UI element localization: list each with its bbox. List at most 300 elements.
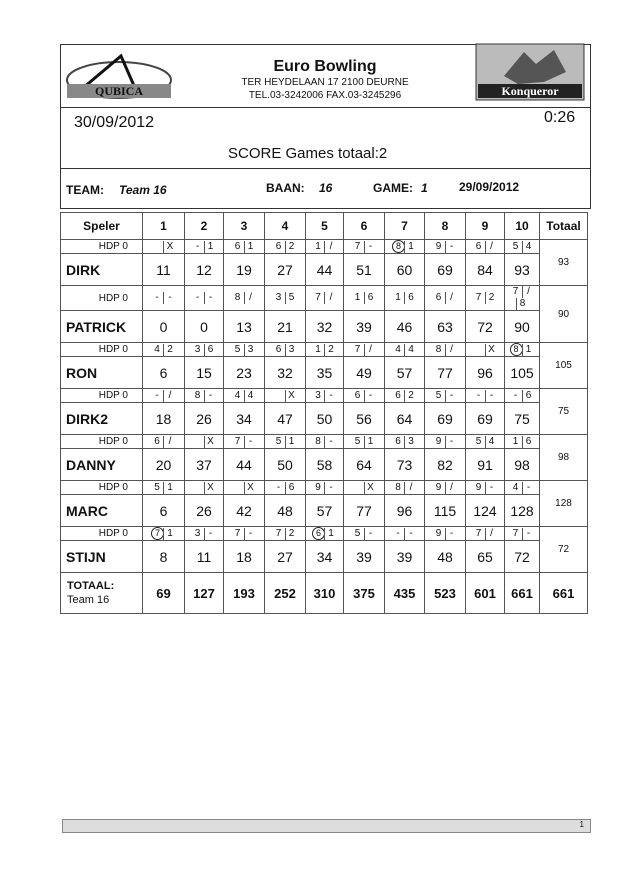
ball-mark: 5 [354,435,361,447]
team-frame-total: 127 [185,573,224,614]
column-header: 2 [185,213,224,240]
frame-score: 35 [306,357,344,389]
frame-balls [385,481,425,495]
frame-balls [385,286,425,311]
frame-balls [344,343,385,357]
svg-text:QUBICA: QUBICA [94,84,144,98]
team-total-row [61,573,588,614]
frame-score: 77 [344,495,385,527]
ball-mark: X [204,482,217,494]
frame-score: 64 [344,449,385,481]
game-date: 29/09/2012 [459,180,520,194]
frame-balls [385,435,425,449]
hdp-label: HDP 0 [61,481,143,495]
ball-mark: 6 [395,435,401,447]
ball-mark: 6 [204,344,217,356]
column-header: 9 [466,213,505,240]
frame-balls [344,481,385,495]
ball-mark: 3 [194,343,201,355]
split-mark: 7 [151,527,164,540]
frame-balls [185,389,224,403]
frame-score: 12 [185,254,224,286]
ball-mark: 8 [435,343,442,355]
ball-mark: / [522,286,535,298]
ball-mark: 5 [154,481,160,493]
player-total: 128 [540,481,588,527]
frame-balls [425,389,466,403]
player-total: 90 [540,286,588,343]
ball-mark: - [195,292,200,303]
ball-mark: 2 [163,344,176,356]
player-name: RON [61,357,143,389]
frame-balls-row [61,240,588,254]
frame-balls [185,286,224,311]
ball-mark: / [163,436,176,448]
column-header: 3 [224,213,265,240]
ball-mark [510,343,522,356]
header-row [61,213,588,240]
ball-mark: 4 [404,344,417,356]
ball-mark: 6 [275,343,282,355]
frame-score: 20 [143,449,185,481]
player-total: 98 [540,435,588,481]
frame-score: 39 [344,311,385,343]
hdp-label: HDP 0 [61,389,143,403]
company-address: TER HEYDELAAN 17 2100 DEURNE [241,77,409,88]
ball-mark: 1 [404,241,417,253]
ball-mark: 9 [315,481,321,493]
frame-balls-row [61,389,588,403]
ball-mark: 8 [234,292,241,303]
split-mark: 8 [392,240,405,253]
hdp-label: HDP 0 [61,435,143,449]
frame-score: 82 [425,449,466,481]
frame-score: 105 [505,357,540,389]
player-name: DANNY [61,449,143,481]
player-name: DIRK2 [61,403,143,435]
frame-score: 0 [185,311,224,343]
frame-balls [306,435,344,449]
ball-mark: - [522,482,535,494]
frame-balls [185,481,224,495]
frame-balls [185,343,224,357]
ball-mark: 1 [522,344,535,356]
column-header: 5 [306,213,344,240]
frame-balls [224,527,265,541]
frame-balls [224,435,265,449]
frame-balls [466,435,505,449]
ball-mark: 1 [354,292,361,303]
ball-mark: - [404,528,417,540]
frame-score: 34 [224,403,265,435]
frame-score: 48 [425,541,466,573]
frame-balls [143,435,185,449]
column-header: Totaal [540,213,588,240]
ball-mark: / [445,292,458,304]
ball-mark: - [244,528,257,540]
frame-score: 26 [185,495,224,527]
ball-mark: 1 [364,436,377,448]
frame-score: 58 [306,449,344,481]
frame-score: 77 [425,357,466,389]
qubica-logo [63,48,175,102]
frame-score: 60 [385,254,425,286]
frame-balls [344,435,385,449]
ball-mark: 1 [315,240,321,252]
frame-balls [505,389,540,403]
team-frame-total: 375 [344,573,385,614]
frame-score: 93 [505,254,540,286]
ball-mark: / [244,292,257,304]
column-header: 6 [344,213,385,240]
ball-mark: 5 [275,435,282,447]
ball-mark: 9 [435,527,442,539]
footer-bar [62,819,591,833]
frame-score: 63 [425,311,466,343]
ball-mark: 1 [204,241,217,253]
frame-balls [505,481,540,495]
ball-mark: 6 [435,292,442,303]
frame-score: 57 [306,495,344,527]
frame-balls [306,240,344,254]
frame-balls [224,240,265,254]
frame-score: 11 [185,541,224,573]
ball-mark: / [324,292,337,304]
ball-mark: 1 [163,528,176,540]
ball-mark: - [155,389,159,401]
ball-mark: / [163,390,176,402]
frame-balls [224,389,265,403]
frame-score: 69 [425,403,466,435]
frame-score: 42 [224,495,265,527]
player-score-row [61,311,588,343]
frame-balls [385,527,425,541]
ball-mark: 4 [154,343,160,355]
ball-mark: 1 [285,436,298,448]
ball-mark: 3 [285,344,298,356]
frame-balls [143,389,185,403]
player-total: 72 [540,527,588,573]
frame-score: 32 [306,311,344,343]
ball-mark: - [324,390,337,402]
frame-balls [143,240,185,254]
company-name: Euro Bowling [273,58,377,75]
ball-mark: 5 [435,389,442,401]
ball-mark: 8 [395,481,401,493]
ball-mark: 7 [234,435,241,447]
frame-score: 115 [425,495,466,527]
frame-score: 37 [185,449,224,481]
frame-score: 46 [385,311,425,343]
ball-mark: - [155,292,159,303]
ball-mark: 7 [315,292,321,303]
ball-mark: X [204,436,217,448]
ball-mark: - [445,241,458,253]
frame-balls [143,286,185,311]
ball-mark: 6 [154,435,160,447]
ball-mark: 6 [475,240,482,252]
ball-mark: 4 [234,389,241,401]
team-total-team: Team 16 [67,594,110,606]
team-frame-total: 310 [306,573,344,614]
frame-balls [344,286,385,311]
ball-mark: X [163,241,176,253]
frame-balls-row [61,527,588,541]
hdp-label: HDP 0 [61,286,143,311]
frame-balls [425,435,466,449]
lane-label: BAAN: [266,181,305,195]
ball-mark: / [445,482,458,494]
ball-mark: 5 [475,435,482,447]
ball-mark: 1 [315,343,321,355]
svg-text:Konqueror: Konqueror [501,84,559,98]
frame-balls [385,240,425,254]
frame-balls [265,286,306,311]
frame-balls [306,286,344,311]
ball-mark: 4 [485,436,498,448]
frame-score: 44 [306,254,344,286]
frame-score: 75 [505,403,540,435]
hdp-label: HDP 0 [61,343,143,357]
ball-mark: 7 [275,527,282,539]
frame-balls [425,240,466,254]
ball-mark: 6 [275,240,282,252]
ball-mark: - [324,482,337,494]
frame-score: 19 [224,254,265,286]
ball-mark: - [445,390,458,402]
ball-mark: - [364,390,377,402]
frame-balls [425,481,466,495]
frame-balls [505,286,540,311]
ball-mark: 6 [285,482,298,494]
frame-balls [265,435,306,449]
ball-mark: - [485,390,498,402]
frame-score: 51 [344,254,385,286]
frame-balls [265,343,306,357]
team-label: TEAM: [66,183,104,197]
lane-number: 16 [319,181,333,195]
frame-balls [265,389,306,403]
team-total-label [61,573,143,614]
frame-score: 39 [344,541,385,573]
frame-balls [344,389,385,403]
team-total-caption: TOTAAL: [67,580,115,592]
frame-balls [385,389,425,403]
team-grand-total: 661 [540,573,588,614]
ball-mark: 8 [315,435,321,447]
frame-balls [143,527,185,541]
team-frame-total: 601 [466,573,505,614]
ball-mark: - [324,436,337,448]
ball-mark: 9 [435,240,442,252]
hdp-label: HDP 0 [61,527,143,541]
column-header: 7 [385,213,425,240]
player-name: MARC [61,495,143,527]
frame-balls [344,527,385,541]
frame-score: 44 [224,449,265,481]
ball-mark: 8 [194,389,201,401]
frame-score: 6 [143,357,185,389]
ball-mark [151,527,163,540]
ball-mark: 7 [475,527,482,539]
frame-score: 0 [143,311,185,343]
ball-mark: 6 [364,292,377,304]
frame-balls [466,343,505,357]
player-total: 93 [540,240,588,286]
ball-mark: / [485,241,498,253]
print-date: 30/09/2012 [74,114,155,131]
score-table [60,212,588,614]
ball-mark: / [324,241,337,253]
team-frame-total: 252 [265,573,306,614]
frame-balls-row [61,343,588,357]
frame-score: 98 [505,449,540,481]
frame-score: 84 [466,254,505,286]
frame-balls [425,286,466,311]
player-score-row [61,449,588,481]
frame-balls-row [61,481,588,495]
frame-score: 11 [143,254,185,286]
ball-mark: 6 [404,292,417,304]
frame-balls [143,481,185,495]
ball-mark: 2 [485,292,498,304]
frame-score: 18 [143,403,185,435]
frame-score: 64 [385,403,425,435]
frame-score: 72 [466,311,505,343]
ball-mark: - [204,390,217,402]
ball-mark: 3 [315,389,321,401]
frame-score: 13 [224,311,265,343]
ball-mark: 2 [324,344,337,356]
team-frame-total: 661 [505,573,540,614]
frame-score: 23 [224,357,265,389]
column-header: Speler [61,213,143,240]
frame-score: 90 [505,311,540,343]
ball-mark: 1 [512,435,519,447]
frame-score: 124 [466,495,505,527]
ball-mark: 4 [244,390,257,402]
ball-mark: - [204,528,217,540]
frame-balls [265,481,306,495]
ball-mark: 7 [512,527,519,539]
ball-mark: 5 [285,292,298,304]
column-header: 8 [425,213,466,240]
player-score-row [61,541,588,573]
score-title: SCORE Games totaal:2 [228,145,388,162]
split-mark: 8 [510,343,523,356]
hdp-label: HDP 0 [61,240,143,254]
ball-mark: 9 [475,481,482,493]
alley-info [190,58,460,102]
frame-balls [306,343,344,357]
frame-balls [185,527,224,541]
ball-mark: - [244,436,257,448]
frame-balls [265,527,306,541]
frame-score: 56 [344,403,385,435]
ball-mark: 4 [512,481,519,493]
ball-mark: 9 [435,435,442,447]
frame-balls [425,527,466,541]
ball-mark: 8 [516,298,529,310]
ball-mark: - [195,240,200,252]
game-label: GAME: [373,181,413,195]
ball-mark: 6 [522,390,535,402]
frame-score: 34 [306,541,344,573]
ball-mark: - [396,527,400,539]
frame-balls [185,240,224,254]
player-name: PATRICK [61,311,143,343]
ball-mark: - [163,292,176,304]
frame-score: 21 [265,311,306,343]
ball-mark: - [513,389,518,401]
ball-mark: 7 [234,527,241,539]
ball-mark: 6 [354,389,361,401]
frame-score: 15 [185,357,224,389]
frame-score: 50 [265,449,306,481]
print-time: 0:26 [544,109,576,126]
ball-mark: X [285,390,298,402]
ball-mark: 1 [244,241,257,253]
ball-mark: / [485,528,498,540]
page-number: 1 [579,820,584,829]
ball-mark: 7 [475,292,482,303]
frame-score: 49 [344,357,385,389]
ball-mark: X [364,482,377,494]
ball-mark: - [204,292,217,304]
frame-score: 48 [265,495,306,527]
frame-balls [425,343,466,357]
frame-score: 96 [385,495,425,527]
frame-balls [306,527,344,541]
company-phone: TEL.03-3242006 FAX.03-3245296 [248,90,402,101]
frame-score: 8 [143,541,185,573]
frame-score: 50 [306,403,344,435]
player-score-row [61,403,588,435]
team-frame-total: 69 [143,573,185,614]
frame-score: 6 [143,495,185,527]
frame-balls [466,527,505,541]
ball-mark: - [276,481,281,493]
team-frame-total: 435 [385,573,425,614]
frame-balls [505,527,540,541]
split-mark: 6 [312,527,325,540]
frame-balls [224,286,265,311]
ball-mark: 3 [404,436,417,448]
frame-balls [143,343,185,357]
column-header: 4 [265,213,306,240]
frame-balls [224,481,265,495]
ball-mark: 2 [404,390,417,402]
ball-mark: 1 [163,482,176,494]
frame-balls [466,481,505,495]
ball-mark: 6 [234,240,241,252]
game-number: 1 [421,181,428,195]
ball-mark: - [476,389,481,401]
ball-mark: 5 [512,240,519,252]
frame-balls [265,240,306,254]
ball-mark: - [445,436,458,448]
frame-balls [505,240,540,254]
frame-balls [505,343,540,357]
frame-score: 73 [385,449,425,481]
ball-mark: 6 [522,436,535,448]
player-name: STIJN [61,541,143,573]
frame-score: 91 [466,449,505,481]
column-header: 10 [505,213,540,240]
frame-score: 128 [505,495,540,527]
ball-mark: 9 [435,481,442,493]
player-score-row [61,357,588,389]
